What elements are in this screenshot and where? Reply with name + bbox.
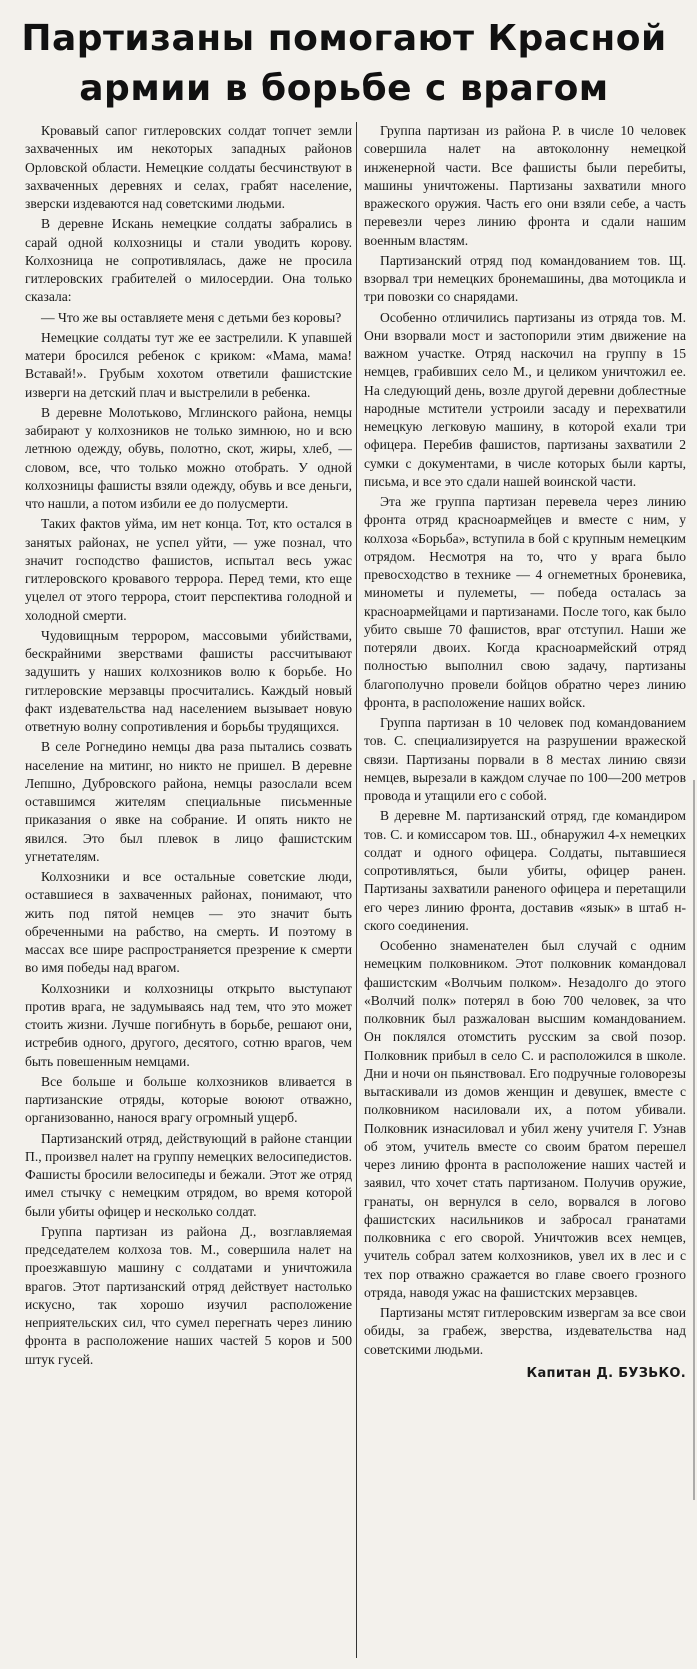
paragraph: Особенно знаменателен был случай с одним немецким полковником. Этот полковник командовал фашистским «Волчьим полком». Незадолго до этого «Волчий полк» потерял в бою 700 человек, за что полковник был разжалован высшим командованием. Он поклялся отомстить русским за свой позор. Полковник прибыл в село С. и расположился в школе. Дни и ночи он пьянствовал. Его подручные головорезы вытаскивали из домов женщин и девушек, вместе с полковником насиловали их, а потом убивали. Полковник изнасиловал и убил жену учителя Г. Узнав об этом, учитель вместе со своим братом перешел через линию фронта в расположение наших частей и заявил, что хочет стать партизаном. Получив оружие, гранаты, он вернулся в село, ворвался в логово фашистских насильников и забросал гранатами полковника с его сворой. Уничтожив всех немцев, учитель собрал затем колхозников, увел их в лес и с тех пор отважно сражается во главе своего грозного отряда, наводя ужас на фашистских мерзавцев.	[364, 938, 686, 1300]
right-column	[364, 122, 686, 1658]
column-rule	[356, 122, 357, 1658]
paragraph: — Что же вы оставляете меня с детьми без коровы?	[41, 309, 342, 325]
paragraph: Группа партизан из района Д., возглавляемая председателем колхоза тов. М., совершила налет на проезжавшую машину с солдатами и уничтожила врагов. Этот партизанский отряд действует настолько искусно, так хорошо изучил расположение неприятельских сил, что сумел перегнать через линию фронта в расположение наших частей 5 коров и 500 штук гусей.	[25, 1223, 352, 1367]
paragraph: Чудовищным террором, массовыми убийствами, бескрайними зверствами фашисты рассчитывают задушить у наших колхозников волю к борьбе. Но гитлеровские мерзавцы просчитались. Каждый новый факт издевательства над населением вызывает новую ответную волну сопротивления и борьбы трудящихся.	[25, 627, 352, 734]
paragraph: В деревне М. партизанский отряд, где командиром тов. С. и комиссаром тов. Ш., обнаружил 4-х немецких солдат и одного офицера. Солдаты, пытавшиеся сопротивляться, были убиты, офицер ранен. Партизаны захватили раненого офицера и перетащили его через линию фронта, доставив «язык» в штаб н-ского соединения.	[364, 808, 686, 933]
paragraph: Группа партизан в 10 человек под командованием тов. С. специализируется на разрушении вражеской связи. Партизаны порвали в 8 местах линию связи немцев, вырезали в каждом случае по 100—200 метров провода и утащили его с собой.	[364, 715, 686, 803]
paragraph: Группа партизан из района Р. в числе 10 человек совершила налет на автоколонну немецкой инженерной части. Все фашисты были перебиты, машины уничтожены. Партизаны захватили много вражеского оружия. Часть его они взяли себе, а часть перевезли через линию фронта и сдали нашим военным властям.	[364, 123, 686, 248]
paragraph: В деревне Молотьково, Мглинского района, немцы забирают у колхозников не только зимнюю, но и всю летнюю одежду, обувь, полотно, скот, жиры, хлеб, — словом, все, что только можно отобрать. У одной колхозницы фашисты взяли одежду, обувь и все деньги, что нашли, а потом избили ее до полусмерти.	[25, 404, 352, 511]
paragraph: В селе Рогнедино немцы два раза пытались созвать население на митинг, но никто не пришел. В деревне Лепшно, Дубровского района, немцы разослали всем оставшимся жителям специальные письменные приказания о явке на собрание. И опять никто не явился. Это был плевок в лицо фашистским угнетателям.	[25, 739, 352, 864]
paragraph: Таких фактов уйма, им нет конца. Тот, кто остался в занятых районах, не успел уйти, — уже познал, что значит господство фашистов, испытал весь ужас гитлеровского кровавого террора. Перед теми, кто еще уцелел от этого террора, стоит перспектива голодной и холодной смерти.	[25, 516, 352, 623]
paragraph: Эта же группа партизан перевела через линию фронта отряд красноармейцев и вместе с ним, у колхоза «Борьба», вступила в бой с крупным немецким отрядом. Несмотря на то, что у врага было превосходство в технике — 4 огнеметных броневика, минометы и пулеметы, — победа осталась за красноармейцами и партизанами. После того, как было убито свыше 70 фашистов, враг отступил. Наши же потеряли двоих. Когда красноармейский отряд полностью выполнил свою задачу, партизаны благополучно провели бойцов обратно через линию фронта, в расположение наших войск.	[364, 494, 686, 710]
left-column	[25, 122, 352, 1658]
paragraph: Кровавый сапог гитлеровских солдат топчет земли захваченных им некоторых западных районов Орловской области. Немецкие солдаты бесчинствуют в захваченных деревнях и селах, грабят население, зверски издеваются над советскими людьми.	[25, 123, 352, 211]
headline-line-1: Партизаны помогают Красной	[21, 18, 667, 59]
headline	[14, 14, 674, 118]
paragraph: Партизанский отряд, действующий в районе станции П., произвел налет на группу немецких велосипедистов. Фашисты бросили велосипеды и бежали. Этот же отряд имел стычку с немецким отрядом, во время которой были убиты офицер и несколько солдат.	[25, 1130, 352, 1219]
paragraph: Особенно отличились партизаны из отряда тов. М. Они взорвали мост и застопорили этим движение на важном участке. Отряд наскочил на группу в 15 немцев, грабивших село М., и целиком уничтожил ее. На следующий день, возле другой деревни доблестные народные мстители устроили засаду и перехватили немецкую легковую машину, в которой ехали три офицера. Перебив фашистов, партизаны захватили 2 сумки с документами, в числе которых были карты, письма, и все это сдали нашей воинской части.	[364, 309, 686, 489]
page-edge-rule	[693, 780, 695, 1500]
paragraph: Все больше и больше колхозников вливается в партизанские отряды, которые воюют отважно, организованно, нанося врагу огромный ущерб.	[25, 1073, 352, 1126]
paragraph: Колхозники и колхозницы открыто выступают против врага, не задумываясь над тем, что это может стоить жизни. Лучше погибнуть в борьбе, решают они, истребив одного, другого, десятого, сотню врагов, чем быть повешенным немцами.	[25, 980, 352, 1069]
paragraph: Колхозники и все остальные советские люди, оставшиеся в захваченных районах, понимают, что жить под пятой немцев — это значит быть обреченными на рабство, на смерть. И поэтому в массах все шире распространяется презрение к смерти во имя победы над врагом.	[25, 869, 352, 976]
author-signature: Капитан Д. БУЗЬКО.	[526, 1365, 686, 1381]
headline-line-2: армии в борьбе с врагом	[79, 68, 609, 109]
paragraph: Партизаны мстят гитлеровским извергам за все свои обиды, за грабеж, зверства, издевательства над советскими людьми.	[364, 1305, 686, 1357]
paragraph: В деревне Искань немецкие солдаты забрались в сарай одной колхозницы и стали уводить корову. Колхозница не сопротивлялась, даже не просила гитлеровских грабителей о милосердии. Она только сказала:	[25, 216, 352, 305]
paragraph: Партизанский отряд под командованием тов. Щ. взорвал три немецких бронемашины, два мотоцикла и три повозки со снарядами.	[364, 252, 686, 305]
paragraph: Немецкие солдаты тут же ее застрелили. К упавшей матери бросился ребенок с криком: «Мама, мама! Вставай!». Грубым хохотом ответили фашистские изверги на детский плач и выстрелили в ребенка.	[25, 329, 352, 400]
